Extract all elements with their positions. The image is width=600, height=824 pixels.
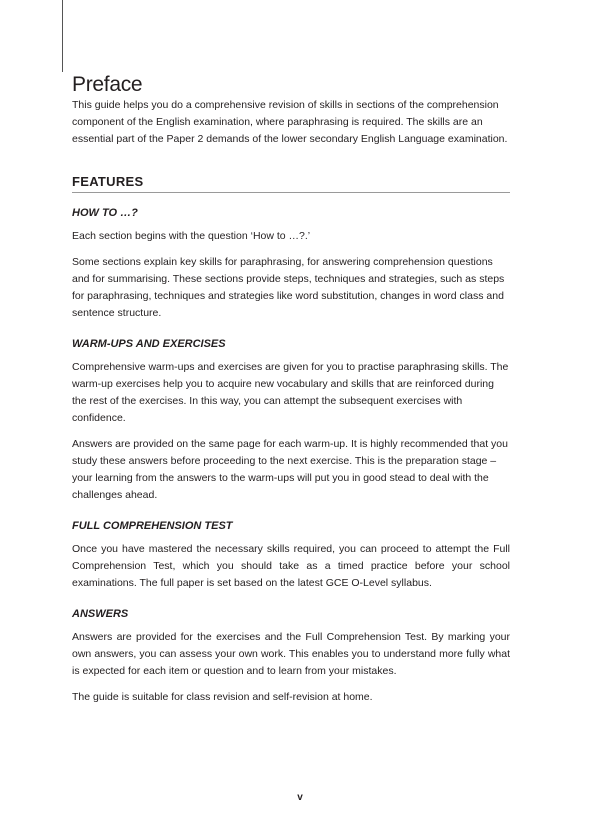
section-paragraph: Answers are provided for the exercises and the Full Comprehension Test. By marking your own answers, you can assess your own work. This enables you to understand more fully what is expected for each item or question and to learn from your mistakes. bbox=[72, 631, 510, 678]
preface-content bbox=[72, 72, 510, 715]
section-paragraph: The guide is suitable for class revision and self-revision at home. bbox=[72, 691, 373, 704]
margin-rule bbox=[62, 0, 63, 72]
section-heading-answers: ANSWERS bbox=[72, 608, 129, 621]
page-number: v bbox=[297, 792, 303, 803]
section-paragraph: Comprehensive warm-ups and exercises are given for you to practise paraphrasing skills. The warm-up exercises help you to acquire new vocabulary and skills that are reinforced during the rest of the exercises. In this way, you can attempt the subsequent exercises with confidence. bbox=[72, 361, 509, 425]
section-paragraph: Some sections explain key skills for paraphrasing, for answering comprehension questions and for summarising. These sections provide steps, techniques and strategies, such as steps for paraphrasing, techniques and strategies like word substitution, changes in word class and sentence structure. bbox=[72, 256, 505, 320]
section-heading-warm-ups: WARM-UPS AND EXERCISES bbox=[72, 338, 226, 351]
intro-paragraph: This guide helps you do a comprehensive revision of skills in sections of the comprehension component of the English examination, where paraphrasing is required. The skills are an essential part of the Paper 2 demands of the lower secondary English Language examination. bbox=[72, 99, 508, 146]
section-heading-how-to: HOW TO …? bbox=[72, 207, 138, 220]
section-paragraph: Each section begins with the question ‘How to …?.’ bbox=[72, 230, 311, 243]
page-title: Preface bbox=[72, 73, 143, 96]
section-heading-full-test: FULL COMPREHENSION TEST bbox=[72, 520, 233, 533]
section-paragraph: Answers are provided on the same page for each warm-up. It is highly recommended that you study these answers before proceeding to the next exercise. This is the preparation stage – your learning from the answers to the warm-ups will put you in good stead to deal with the challenges ahead. bbox=[72, 438, 508, 502]
features-heading: FEATURES bbox=[72, 174, 510, 193]
section-paragraph: Once you have mastered the necessary skills required, you can proceed to attempt the Full Comprehension Test, which you should take as a timed practice before your school examinations. The full paper is set based on the latest GCE O-Level syllabus. bbox=[72, 543, 510, 590]
